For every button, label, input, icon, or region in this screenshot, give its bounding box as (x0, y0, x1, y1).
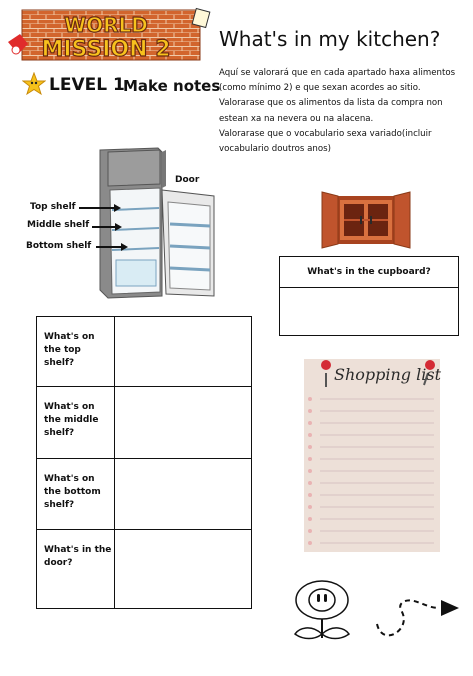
level-subtitle: Make notes (123, 77, 221, 95)
flower-path-doodle (291, 578, 463, 642)
table-row (37, 317, 252, 387)
instruction-2: Valorarase que os alimentos da lista da compra non estean xa na nevera ou na alacena. (219, 98, 443, 124)
arrow-icon (96, 246, 126, 248)
logo-line1: WORLD (64, 13, 148, 37)
middle-shelf-label: Middle shelf (27, 220, 90, 230)
question-middle-shelf: What's on the middle shelf? (37, 387, 115, 459)
world-mission-logo (6, 6, 211, 64)
arrow-icon (92, 226, 120, 228)
shopping-list-title: Shopping list (334, 365, 442, 384)
instructions (219, 66, 471, 157)
star-icon (22, 72, 46, 96)
cupboard-answer-area[interactable] (280, 288, 458, 335)
table-row (37, 387, 252, 459)
question-top-shelf: What's on the top shelf? (37, 317, 115, 387)
logo-line2: MISSION 2 (41, 37, 171, 62)
level-label: LEVEL 1 (49, 75, 125, 95)
top-shelf-label: Top shelf (30, 202, 76, 212)
fridge-questions-table (36, 316, 252, 609)
cupboard-answer-box (279, 256, 459, 336)
question-bottom-shelf: What's on the bottom shelf? (37, 459, 115, 530)
answer-door[interactable] (115, 530, 252, 609)
question-door: What's in the door? (37, 530, 115, 609)
cupboard-header: What's in the cupboard? (280, 257, 458, 288)
shopping-list-paper[interactable] (304, 359, 440, 552)
instruction-1: Aquí se valorará que en cada apartado haxa alimentos (como mínimo 2) e que sexan acordes ao sitio. (219, 68, 456, 94)
arrow-icon (79, 207, 119, 209)
cupboard-illustration (320, 190, 412, 250)
answer-top-shelf[interactable] (115, 317, 252, 387)
answer-middle-shelf[interactable] (115, 387, 252, 459)
bottom-shelf-label: Bottom shelf (26, 241, 92, 251)
answer-bottom-shelf[interactable] (115, 459, 252, 530)
page-title: What's in my kitchen? (219, 27, 441, 51)
instruction-3: Valorarase que o vocabulario sexa variado(incluir vocabulario doutros anos) (219, 128, 432, 155)
door-label: Door (175, 175, 200, 185)
table-row (37, 530, 252, 609)
table-row (37, 459, 252, 530)
